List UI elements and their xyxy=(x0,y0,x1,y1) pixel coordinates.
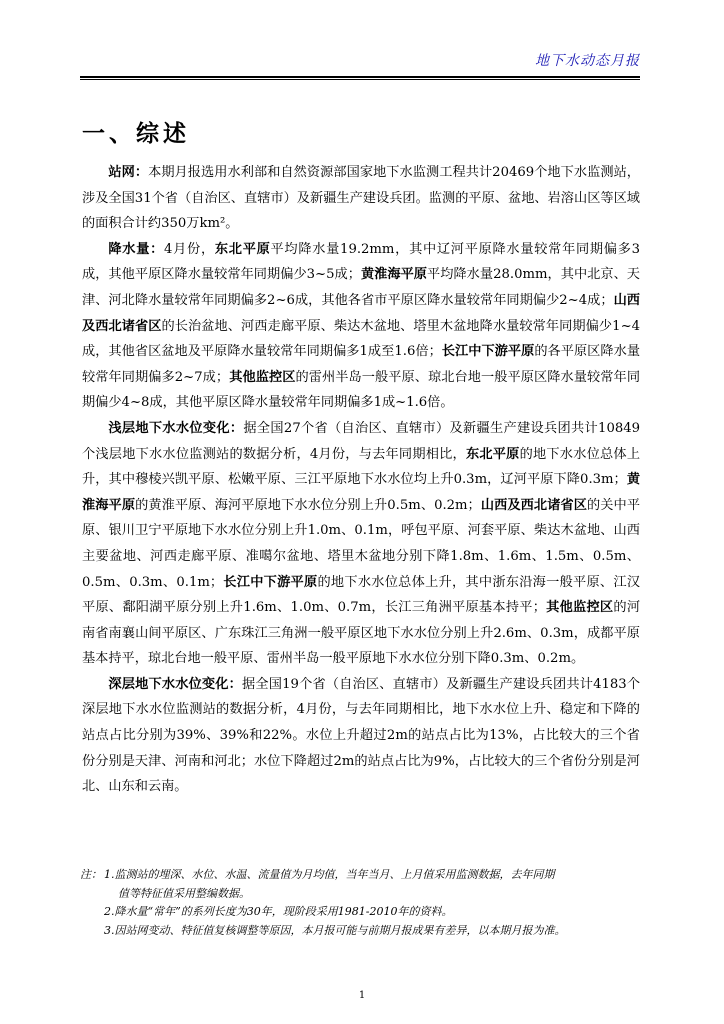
bold-region: 长江中下游平原 xyxy=(441,344,535,360)
note-text: 值等特征值采用整编数据。 xyxy=(118,886,250,900)
paragraph-shallow-groundwater xyxy=(82,416,640,672)
note-text: 监测站的埋深、水位、水温、流量值为月均值，当年当月、上月值采用监测数据，去年同期 xyxy=(114,868,555,881)
bold-region: 山西及西北诸省区 xyxy=(480,497,588,513)
bold-region: 长江中下游平原 xyxy=(223,574,318,590)
note-text: 降水量“常年”的系列长度为30年，现阶段采用1981-2010年的资料。 xyxy=(114,905,453,918)
bold-region: 其他监控区 xyxy=(229,369,296,385)
paragraph-label: 降水量： xyxy=(108,241,165,257)
text-run: 平均降水量28.0mm，其中北京、天津、河北降水量较常年同期偏多2~6成，其他各省市平原区降水量较常年同期偏少2~4成； xyxy=(82,267,640,308)
bold-region: 其他监控区 xyxy=(545,600,614,616)
header-rule xyxy=(80,76,640,78)
text-run: 的各平原区降水量较常年同期偏多2~7成； xyxy=(82,344,641,385)
text-run: 的河南省南襄山间平原区、广东珠江三角洲一般平原区地下水水位分别上升2.6m、0.3m，成都平原基本持平，琼北台地一般平原、雷州半岛一般平原地下水水位分别下降0.3m、0.2m。 xyxy=(82,600,641,667)
page-number: 1 xyxy=(358,990,366,1001)
paragraph-precipitation xyxy=(82,237,640,416)
paragraph-label: 浅层地下水水位变化： xyxy=(108,420,244,436)
text-run: 平均降水量19.2mm，其中辽河平原降水量较常年同期偏多3成，其他平原区降水量较常年同期偏少3~5成； xyxy=(82,241,641,283)
paragraph-label: 深层地下水水位变化： xyxy=(108,676,243,692)
note-number: 2. xyxy=(104,905,115,918)
paragraph-text: 据全国19个省（自治区、直辖市）及新疆生产建设兵团共计4183个深层地下水水位监测站的数据分析，4月份，与去年同期相比，地下水水位上升、稳定和下降的站点占比分别为39%、39%和22%。水位上升超过2m的站点占比为13%，占比较大的三个省份分别是天津、河南和河北；水位下降超过2m的站点占比为9%，占比较大的三个省份分别是河北、山东和云南。 xyxy=(82,676,641,795)
bold-region: 山西及西北诸省区 xyxy=(82,292,640,334)
text-run: 的关中平原、银川卫宁平原地下水水位分别上升1.0m、0.1m，呼包平原、河套平原、柴达木盆地、山西主要盆地、河西走廊平原、准噶尔盆地、塔里木盆地分别下降1.8m、1.6m、1.5m、0.5m、0.5m、0.3m、0.1m； xyxy=(82,497,641,590)
note-3 xyxy=(80,922,640,941)
header-rule-thin xyxy=(80,79,640,80)
note-2 xyxy=(80,903,640,922)
bold-region: 东北平原 xyxy=(214,241,271,257)
footnotes xyxy=(80,866,640,940)
note-1 xyxy=(80,866,640,885)
bold-region: 黄淮海平原 xyxy=(360,267,428,283)
section-title: 一、综述 xyxy=(82,121,190,147)
paragraph-station-network xyxy=(82,160,640,237)
running-header: 地下水动态月报 xyxy=(535,53,640,69)
bold-region: 黄淮海平原 xyxy=(82,472,641,513)
note-1-continued xyxy=(80,885,640,904)
text-run: 的黄淮平原、海河平原地下水水位分别上升0.5m、0.2m； xyxy=(135,497,481,513)
paragraph-label: 站网： xyxy=(108,165,149,180)
text-run: 的雷州半岛一般平原、琼北台地一般平原区降水量较常年同期偏少4~8成，其他平原区降水量较常年同期偏多1成~1.6倍。 xyxy=(82,369,641,411)
note-number: 3. xyxy=(104,923,115,937)
text-run: 的长治盆地、河西走廊平原、柴达木盆地、塔里木盆地降水量较常年同期偏少1~4成，其他省区盆地及平原降水量较常年同期偏多1成至1.6倍； xyxy=(82,318,641,360)
bold-region: 东北平原 xyxy=(465,446,520,462)
note-text: 因站网变动、特征值复核调整等原因，本月报可能与前期月报成果有差异，以本期月报为准。 xyxy=(114,923,566,937)
text-run: 的地下水水位总体上升，其中浙东沿海一般平原、江汉平原、鄱阳湖平原分别上升1.6m、1.0m、0.7m，长江三角洲平原基本持平； xyxy=(82,574,641,616)
text-run: 的地下水水位总体上升，其中穆棱兴凯平原、松嫩平原、三江平原地下水水位均上升0.3m，辽河平原下降0.3m； xyxy=(82,446,641,488)
text-run: 4月份， xyxy=(164,241,215,257)
paragraph-deep-groundwater xyxy=(82,672,640,800)
text-run: 据全国27个省（自治区、直辖市）及新疆生产建设兵团共计10849个浅层地下水水位监测站的数据分析，4月份，与去年同期相比， xyxy=(82,420,641,462)
paragraph-text: 本期月报选用水利部和自然资源部国家地下水监测工程共计20469个地下水监测站，涉及全国31个省（自治区、直辖市）及新疆生产建设兵团。监测的平原、盆地、岩溶山区等区域的面积合计约350万km²。 xyxy=(82,165,640,232)
note-number: 1. xyxy=(104,868,115,881)
body-text xyxy=(82,160,640,800)
note-label: 注： xyxy=(80,868,102,881)
